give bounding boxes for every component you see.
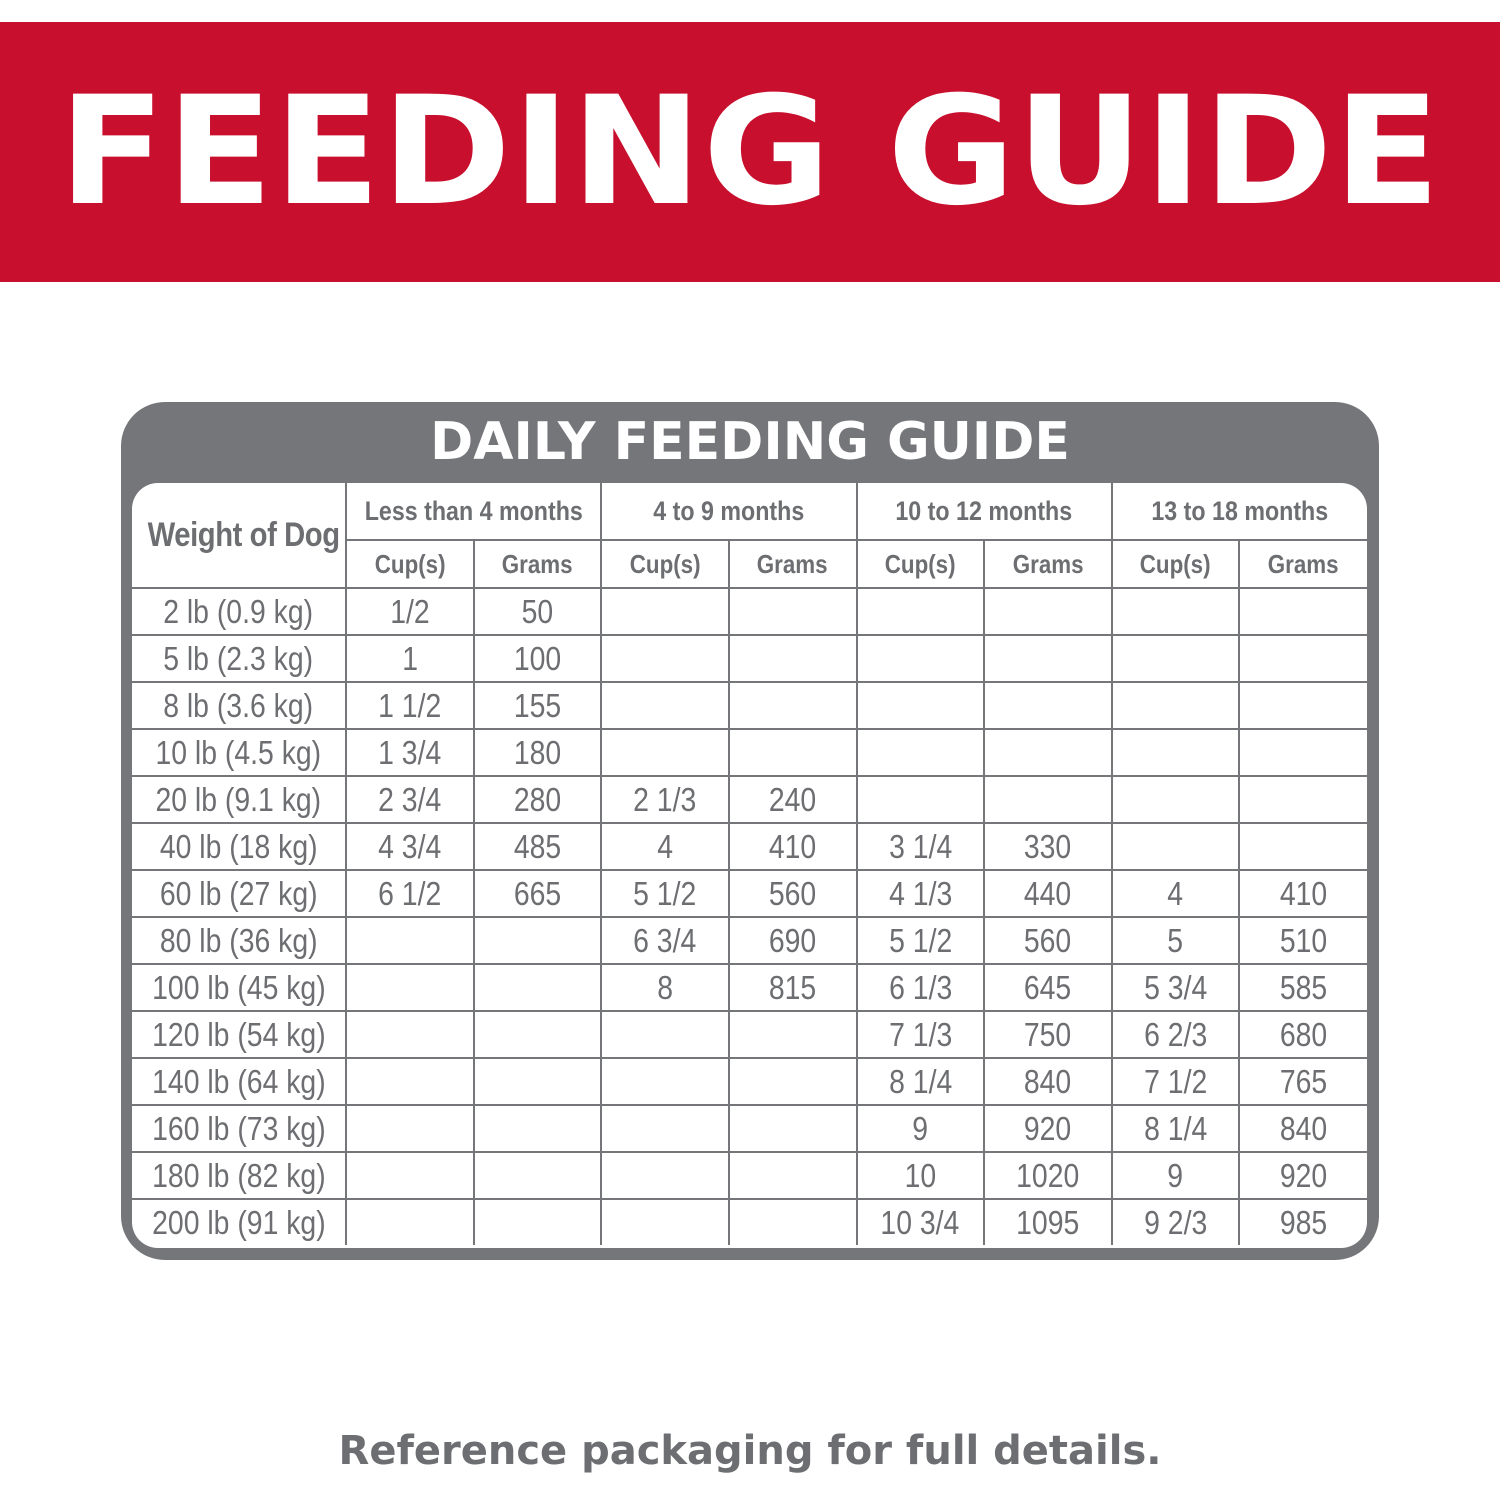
cell-value: 10 3/4 (880, 1203, 960, 1241)
cups-cell (1112, 776, 1240, 823)
cups-cell (346, 870, 474, 917)
table-row (132, 1199, 1367, 1245)
cell-value: 100 (513, 639, 562, 677)
cups-cell (346, 588, 474, 635)
cups-cell (857, 1058, 985, 1105)
cups-cell (1112, 1011, 1240, 1058)
unit-header: Grams (984, 540, 1112, 588)
cell-value: 10 (904, 1156, 937, 1194)
grams-cell (474, 635, 602, 682)
cell-value: 1/2 (390, 592, 430, 630)
cell-value: 140 lb (64 kg) (151, 1062, 326, 1100)
unit-header: Cup(s) (857, 540, 985, 588)
title-banner (0, 22, 1500, 282)
grams-cell (729, 635, 857, 682)
cups-cell (601, 588, 729, 635)
footer-note: Reference packaging for full details. (338, 1428, 1162, 1474)
grams-cell (984, 729, 1112, 776)
grams-cell (1239, 776, 1367, 823)
grams-cell (984, 776, 1112, 823)
grams-cell (984, 1105, 1112, 1152)
table-row (132, 776, 1367, 823)
cell-value: 6 3/4 (633, 921, 697, 959)
cell-value: 560 (1024, 921, 1072, 959)
cell-value: 5 (1167, 921, 1184, 959)
cell-value: 8 lb (3.6 kg) (163, 686, 314, 724)
cell-value: 8 1/4 (888, 1062, 952, 1100)
cups-cell (857, 1011, 985, 1058)
cell-value: 60 lb (27 kg) (159, 874, 318, 912)
cell-value: 6 1/3 (888, 968, 952, 1006)
cups-cell (1112, 823, 1240, 870)
grams-cell (984, 1199, 1112, 1245)
table-row (132, 870, 1367, 917)
grams-cell (1239, 823, 1367, 870)
cups-cell (857, 1199, 985, 1245)
grams-cell (1239, 1152, 1367, 1199)
grams-cell (984, 1058, 1112, 1105)
page-title: FEEDING GUIDE (58, 65, 1442, 239)
cell-value: 840 (1279, 1109, 1328, 1147)
cell-value: 8 (657, 968, 673, 1006)
age-group-header: 4 to 9 months (601, 483, 856, 540)
cups-cell (346, 964, 474, 1011)
grams-cell (729, 870, 857, 917)
grams-cell (729, 823, 857, 870)
cups-cell (857, 635, 985, 682)
cups-cell (346, 917, 474, 964)
cell-value: 155 (513, 686, 562, 724)
cell-value: 680 (1279, 1015, 1328, 1053)
cell-value: 5 1/2 (633, 874, 697, 912)
grams-cell (1239, 682, 1367, 729)
grams-cell (474, 776, 602, 823)
cell-value: 8 1/4 (1143, 1109, 1208, 1147)
cups-cell (1112, 1058, 1240, 1105)
cell-value: 2 3/4 (378, 780, 442, 818)
grams-cell (474, 917, 602, 964)
cell-value: 180 (513, 733, 562, 771)
unit-header: Cup(s) (1112, 540, 1240, 588)
table-row (132, 729, 1367, 776)
cups-cell (346, 823, 474, 870)
grams-cell (474, 588, 602, 635)
cell-value: 330 (1024, 827, 1072, 865)
grams-cell (729, 729, 857, 776)
feeding-guide-title: DAILY FEEDING GUIDE (430, 412, 1070, 472)
grams-cell (474, 1199, 602, 1245)
grams-cell (1239, 1105, 1367, 1152)
grams-cell (984, 1152, 1112, 1199)
weight-cell (132, 870, 346, 917)
cell-value: 840 (1024, 1062, 1072, 1100)
grams-cell (729, 1105, 857, 1152)
table-row (132, 1105, 1367, 1152)
cups-cell (1112, 635, 1240, 682)
grams-cell (1239, 729, 1367, 776)
cups-cell (1112, 729, 1240, 776)
grams-cell (1239, 964, 1367, 1011)
cell-value: 585 (1279, 968, 1328, 1006)
cups-cell (857, 917, 985, 964)
cups-cell (601, 823, 729, 870)
cell-value: 2 lb (0.9 kg) (163, 592, 314, 630)
cups-cell (346, 1058, 474, 1105)
grams-cell (474, 1058, 602, 1105)
table-row (132, 964, 1367, 1011)
cups-cell (601, 1011, 729, 1058)
grams-cell (474, 1152, 602, 1199)
cups-cell (601, 1058, 729, 1105)
cell-value: 20 lb (9.1 kg) (155, 780, 322, 818)
cups-cell (346, 682, 474, 729)
grams-cell (729, 682, 857, 729)
cell-value: 240 (769, 780, 817, 818)
cell-value: 9 (912, 1109, 929, 1147)
grams-cell (474, 964, 602, 1011)
age-group-header: Less than 4 months (346, 483, 601, 540)
cell-value: 100 lb (45 kg) (151, 968, 326, 1006)
cell-value: 440 (1024, 874, 1072, 912)
grams-cell (984, 1011, 1112, 1058)
cell-value: 4 1/3 (888, 874, 952, 912)
cups-cell (601, 1152, 729, 1199)
feeding-table-body (132, 588, 1367, 1245)
table-row (132, 1011, 1367, 1058)
cell-value: 1 3/4 (378, 733, 442, 771)
cell-value: 80 lb (36 kg) (159, 921, 318, 959)
weight-cell (132, 729, 346, 776)
grams-cell (729, 917, 857, 964)
weight-cell (132, 823, 346, 870)
cell-value: 920 (1279, 1156, 1328, 1194)
cups-cell (601, 1199, 729, 1245)
cups-cell (857, 964, 985, 1011)
grams-cell (1239, 635, 1367, 682)
grams-cell (984, 588, 1112, 635)
cell-value: 765 (1279, 1062, 1328, 1100)
cell-value: 485 (513, 827, 562, 865)
grams-cell (984, 823, 1112, 870)
grams-cell (729, 964, 857, 1011)
cups-cell (857, 1152, 985, 1199)
cups-cell (346, 1199, 474, 1245)
table-row (132, 1058, 1367, 1105)
cups-cell (601, 870, 729, 917)
grams-cell (474, 729, 602, 776)
cell-value: 7 1/3 (888, 1015, 952, 1053)
cell-value: 5 3/4 (1143, 968, 1208, 1006)
cell-value: 200 lb (91 kg) (151, 1203, 326, 1241)
grams-cell (474, 1105, 602, 1152)
cell-value: 1095 (1016, 1203, 1080, 1241)
cell-value: 410 (1279, 874, 1328, 912)
age-group-header-row (132, 483, 1367, 540)
cell-value: 180 lb (82 kg) (151, 1156, 326, 1194)
cups-cell (346, 1152, 474, 1199)
cups-cell (601, 917, 729, 964)
cell-value: 920 (1024, 1109, 1072, 1147)
cups-cell (1112, 1199, 1240, 1245)
cups-cell (857, 729, 985, 776)
age-group-header: 10 to 12 months (857, 483, 1112, 540)
weight-cell (132, 635, 346, 682)
cups-cell (346, 1105, 474, 1152)
cell-value: 9 (1167, 1156, 1184, 1194)
weight-cell (132, 1199, 346, 1245)
weight-cell (132, 964, 346, 1011)
table-row (132, 917, 1367, 964)
cell-value: 6 2/3 (1143, 1015, 1208, 1053)
feeding-table-container (132, 483, 1367, 1248)
cups-cell (857, 588, 985, 635)
cell-value: 510 (1279, 921, 1328, 959)
weight-cell (132, 1011, 346, 1058)
cell-value: 10 lb (4.5 kg) (155, 733, 322, 771)
grams-cell (1239, 1058, 1367, 1105)
grams-cell (984, 964, 1112, 1011)
cups-cell (857, 776, 985, 823)
table-row (132, 682, 1367, 729)
weight-cell (132, 776, 346, 823)
cups-cell (857, 823, 985, 870)
grams-cell (474, 870, 602, 917)
cups-cell (601, 635, 729, 682)
grams-cell (1239, 1199, 1367, 1245)
table-row (132, 1152, 1367, 1199)
grams-cell (1239, 917, 1367, 964)
grams-cell (729, 1058, 857, 1105)
cups-cell (1112, 964, 1240, 1011)
cell-value: 645 (1024, 968, 1072, 1006)
weight-cell (132, 1152, 346, 1199)
weight-cell (132, 588, 346, 635)
cups-cell (1112, 917, 1240, 964)
unit-header: Cup(s) (346, 540, 474, 588)
table-row (132, 588, 1367, 635)
grams-cell (984, 682, 1112, 729)
grams-cell (729, 1199, 857, 1245)
cell-value: 7 1/2 (1143, 1062, 1208, 1100)
cups-cell (857, 682, 985, 729)
unit-header: Grams (474, 540, 602, 588)
grams-cell (474, 682, 602, 729)
cell-value: 665 (513, 874, 562, 912)
table-row (132, 635, 1367, 682)
feeding-table (132, 483, 1367, 1245)
cups-cell (857, 870, 985, 917)
cups-cell (601, 682, 729, 729)
cell-value: 5 1/2 (888, 921, 952, 959)
cell-value: 40 lb (18 kg) (159, 827, 318, 865)
cups-cell (1112, 870, 1240, 917)
grams-cell (729, 588, 857, 635)
grams-cell (474, 1011, 602, 1058)
cups-cell (346, 635, 474, 682)
feeding-guide-panel (121, 402, 1379, 1260)
cups-cell (1112, 682, 1240, 729)
cups-cell (601, 1105, 729, 1152)
grams-cell (984, 635, 1112, 682)
grams-cell (729, 1152, 857, 1199)
cell-value: 4 3/4 (378, 827, 442, 865)
grams-cell (729, 1011, 857, 1058)
cups-cell (346, 729, 474, 776)
weight-header-label: Weight of Dog (147, 515, 340, 554)
grams-cell (1239, 870, 1367, 917)
grams-cell (1239, 1011, 1367, 1058)
weight-cell (132, 917, 346, 964)
grams-cell (1239, 588, 1367, 635)
cups-cell (601, 776, 729, 823)
cell-value: 120 lb (54 kg) (151, 1015, 326, 1053)
grams-cell (984, 870, 1112, 917)
cell-value: 1020 (1016, 1156, 1080, 1194)
cell-value: 1 1/2 (378, 686, 442, 724)
cell-value: 985 (1279, 1203, 1328, 1241)
cell-value: 815 (769, 968, 817, 1006)
grams-cell (474, 823, 602, 870)
cell-value: 560 (769, 874, 817, 912)
cell-value: 6 1/2 (378, 874, 442, 912)
cell-value: 160 lb (73 kg) (151, 1109, 326, 1147)
cell-value: 3 1/4 (888, 827, 952, 865)
weight-column-header (132, 483, 346, 588)
grams-cell (729, 776, 857, 823)
cups-cell (1112, 588, 1240, 635)
unit-header: Cup(s) (601, 540, 729, 588)
weight-cell (132, 1058, 346, 1105)
cell-value: 410 (769, 827, 817, 865)
cell-value: 2 1/3 (633, 780, 697, 818)
cell-value: 5 lb (2.3 kg) (163, 639, 314, 677)
table-row (132, 823, 1367, 870)
unit-header: Grams (1239, 540, 1367, 588)
cups-cell (857, 1105, 985, 1152)
cups-cell (601, 729, 729, 776)
cell-value: 4 (657, 827, 673, 865)
cups-cell (346, 1011, 474, 1058)
weight-cell (132, 682, 346, 729)
cell-value: 280 (513, 780, 562, 818)
cell-value: 690 (769, 921, 817, 959)
cups-cell (346, 776, 474, 823)
cell-value: 50 (521, 592, 554, 630)
cell-value: 4 (1167, 874, 1184, 912)
weight-cell (132, 1105, 346, 1152)
unit-header: Grams (729, 540, 857, 588)
cell-value: 1 (401, 639, 418, 677)
cups-cell (1112, 1105, 1240, 1152)
age-group-header: 13 to 18 months (1112, 483, 1367, 540)
cell-value: 9 2/3 (1143, 1203, 1208, 1241)
cups-cell (601, 964, 729, 1011)
cell-value: 750 (1024, 1015, 1072, 1053)
grams-cell (984, 917, 1112, 964)
cups-cell (1112, 1152, 1240, 1199)
